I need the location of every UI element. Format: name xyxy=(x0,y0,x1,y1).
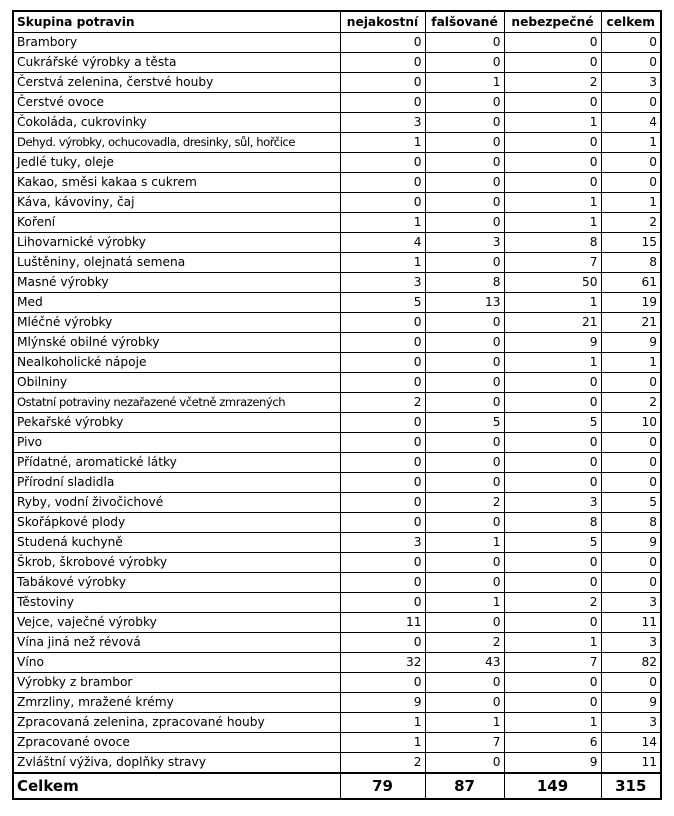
adulterated-cell: 0 xyxy=(425,573,504,593)
substandard-cell: 1 xyxy=(340,733,425,753)
substandard-cell: 1 xyxy=(340,213,425,233)
total-cell: 0 xyxy=(601,153,661,173)
total-cell: 3 xyxy=(601,593,661,613)
table-row xyxy=(13,713,661,733)
total-substandard: 79 xyxy=(340,773,425,799)
dangerous-cell: 0 xyxy=(504,393,601,413)
table-row xyxy=(13,573,661,593)
total-cell: 11 xyxy=(601,613,661,633)
table-row xyxy=(13,313,661,333)
table-row xyxy=(13,373,661,393)
table-row xyxy=(13,593,661,613)
food-group-cell: Výrobky z brambor xyxy=(13,673,340,693)
total-cell: 0 xyxy=(601,473,661,493)
dangerous-cell: 3 xyxy=(504,493,601,513)
substandard-cell: 0 xyxy=(340,173,425,193)
substandard-cell: 0 xyxy=(340,33,425,53)
food-group-cell: Zpracovaná zelenina, zpracované houby xyxy=(13,713,340,733)
header-food-group: Skupina potravin xyxy=(13,11,340,33)
food-inspection-table xyxy=(12,10,662,800)
dangerous-cell: 0 xyxy=(504,53,601,73)
total-cell: 0 xyxy=(601,553,661,573)
food-group-cell: Pivo xyxy=(13,433,340,453)
dangerous-cell: 0 xyxy=(504,173,601,193)
food-group-cell: Koření xyxy=(13,213,340,233)
substandard-cell: 32 xyxy=(340,653,425,673)
substandard-cell: 3 xyxy=(340,273,425,293)
dangerous-cell: 50 xyxy=(504,273,601,293)
substandard-cell: 5 xyxy=(340,293,425,313)
table-row xyxy=(13,213,661,233)
adulterated-cell: 0 xyxy=(425,693,504,713)
substandard-cell: 0 xyxy=(340,553,425,573)
food-group-cell: Masné výrobky xyxy=(13,273,340,293)
food-group-cell: Studená kuchyně xyxy=(13,533,340,553)
adulterated-cell: 7 xyxy=(425,733,504,753)
total-cell: 0 xyxy=(601,373,661,393)
dangerous-cell: 0 xyxy=(504,373,601,393)
total-label: Celkem xyxy=(13,773,340,799)
table-row xyxy=(13,73,661,93)
substandard-cell: 0 xyxy=(340,313,425,333)
dangerous-cell: 0 xyxy=(504,573,601,593)
substandard-cell: 0 xyxy=(340,573,425,593)
header-substandard: nejakostní xyxy=(340,11,425,33)
adulterated-cell: 1 xyxy=(425,593,504,613)
food-group-cell: Luštěniny, olejnatá semena xyxy=(13,253,340,273)
dangerous-cell: 5 xyxy=(504,413,601,433)
dangerous-cell: 1 xyxy=(504,633,601,653)
dangerous-cell: 1 xyxy=(504,213,601,233)
dangerous-cell: 21 xyxy=(504,313,601,333)
food-group-cell: Zmrzliny, mražené krémy xyxy=(13,693,340,713)
substandard-cell: 3 xyxy=(340,113,425,133)
adulterated-cell: 0 xyxy=(425,333,504,353)
dangerous-cell: 0 xyxy=(504,673,601,693)
total-cell: 0 xyxy=(601,53,661,73)
substandard-cell: 0 xyxy=(340,153,425,173)
dangerous-cell: 1 xyxy=(504,713,601,733)
substandard-cell: 2 xyxy=(340,753,425,774)
food-group-cell: Těstoviny xyxy=(13,593,340,613)
dangerous-cell: 7 xyxy=(504,653,601,673)
adulterated-cell: 13 xyxy=(425,293,504,313)
total-cell: 19 xyxy=(601,293,661,313)
substandard-cell: 2 xyxy=(340,393,425,413)
food-group-cell: Dehyd. výrobky, ochucovadla, dresinky, sůl, hořčice xyxy=(13,133,340,153)
total-cell: 0 xyxy=(601,453,661,473)
dangerous-cell: 0 xyxy=(504,433,601,453)
dangerous-cell: 2 xyxy=(504,593,601,613)
total-cell: 0 xyxy=(601,433,661,453)
table-row xyxy=(13,113,661,133)
table-row xyxy=(13,493,661,513)
adulterated-cell: 2 xyxy=(425,493,504,513)
dangerous-cell: 5 xyxy=(504,533,601,553)
food-group-cell: Zvláštní výživa, doplňky stravy xyxy=(13,753,340,774)
food-group-cell: Čerstvá zelenina, čerstvé houby xyxy=(13,73,340,93)
total-cell: 0 xyxy=(601,93,661,113)
dangerous-cell: 0 xyxy=(504,133,601,153)
table-row xyxy=(13,473,661,493)
total-cell: 15 xyxy=(601,233,661,253)
adulterated-cell: 0 xyxy=(425,93,504,113)
table-row xyxy=(13,33,661,53)
total-cell: 10 xyxy=(601,413,661,433)
total-cell: 82 xyxy=(601,653,661,673)
food-group-cell: Kakao, směsi kakaa s cukrem xyxy=(13,173,340,193)
adulterated-cell: 0 xyxy=(425,173,504,193)
adulterated-cell: 0 xyxy=(425,133,504,153)
dangerous-cell: 0 xyxy=(504,693,601,713)
header-adulterated: falšované xyxy=(425,11,504,33)
adulterated-cell: 1 xyxy=(425,73,504,93)
food-group-cell: Přírodní sladidla xyxy=(13,473,340,493)
total-row xyxy=(13,773,661,799)
table-header xyxy=(13,11,661,33)
table-row xyxy=(13,153,661,173)
dangerous-cell: 6 xyxy=(504,733,601,753)
dangerous-cell: 8 xyxy=(504,233,601,253)
substandard-cell: 3 xyxy=(340,533,425,553)
adulterated-cell: 0 xyxy=(425,473,504,493)
total-cell: 2 xyxy=(601,213,661,233)
substandard-cell: 0 xyxy=(340,333,425,353)
substandard-cell: 1 xyxy=(340,253,425,273)
food-group-cell: Ryby, vodní živočichové xyxy=(13,493,340,513)
adulterated-cell: 2 xyxy=(425,633,504,653)
adulterated-cell: 0 xyxy=(425,33,504,53)
adulterated-cell: 0 xyxy=(425,113,504,133)
food-group-cell: Mlýnské obilné výrobky xyxy=(13,333,340,353)
table-row xyxy=(13,513,661,533)
adulterated-cell: 0 xyxy=(425,193,504,213)
table-row xyxy=(13,173,661,193)
table-row xyxy=(13,753,661,774)
substandard-cell: 0 xyxy=(340,593,425,613)
food-group-cell: Obilniny xyxy=(13,373,340,393)
food-group-cell: Vejce, vaječné výrobky xyxy=(13,613,340,633)
table-row xyxy=(13,333,661,353)
dangerous-cell: 0 xyxy=(504,613,601,633)
adulterated-cell: 0 xyxy=(425,253,504,273)
dangerous-cell: 0 xyxy=(504,473,601,493)
table-row xyxy=(13,673,661,693)
food-group-cell: Ostatní potraviny nezařazené včetně zmrazených xyxy=(13,393,340,413)
total-cell: 8 xyxy=(601,253,661,273)
total-cell: 9 xyxy=(601,693,661,713)
substandard-cell: 0 xyxy=(340,633,425,653)
table-row xyxy=(13,53,661,73)
total-cell: 61 xyxy=(601,273,661,293)
total-adulterated: 87 xyxy=(425,773,504,799)
dangerous-cell: 1 xyxy=(504,113,601,133)
substandard-cell: 0 xyxy=(340,53,425,73)
total-cell: 0 xyxy=(601,33,661,53)
dangerous-cell: 9 xyxy=(504,333,601,353)
table-row xyxy=(13,93,661,113)
dangerous-cell: 8 xyxy=(504,513,601,533)
adulterated-cell: 0 xyxy=(425,373,504,393)
adulterated-cell: 3 xyxy=(425,233,504,253)
table-row xyxy=(13,393,661,413)
table-row xyxy=(13,353,661,373)
food-group-cell: Nealkoholické nápoje xyxy=(13,353,340,373)
total-cell: 0 xyxy=(601,573,661,593)
food-group-cell: Káva, kávoviny, čaj xyxy=(13,193,340,213)
adulterated-cell: 0 xyxy=(425,53,504,73)
food-group-cell: Skořápkové plody xyxy=(13,513,340,533)
substandard-cell: 9 xyxy=(340,693,425,713)
food-inspection-table-container xyxy=(12,10,662,800)
table-row xyxy=(13,233,661,253)
adulterated-cell: 0 xyxy=(425,753,504,774)
food-group-cell: Čerstvé ovoce xyxy=(13,93,340,113)
adulterated-cell: 8 xyxy=(425,273,504,293)
total-cell: 3 xyxy=(601,713,661,733)
adulterated-cell: 0 xyxy=(425,613,504,633)
table-row xyxy=(13,533,661,553)
table-row xyxy=(13,613,661,633)
adulterated-cell: 0 xyxy=(425,153,504,173)
total-cell: 1 xyxy=(601,193,661,213)
table-footer xyxy=(13,773,661,799)
food-group-cell: Med xyxy=(13,293,340,313)
food-group-cell: Mléčné výrobky xyxy=(13,313,340,333)
table-row xyxy=(13,733,661,753)
header-total: celkem xyxy=(601,11,661,33)
substandard-cell: 0 xyxy=(340,433,425,453)
dangerous-cell: 0 xyxy=(504,153,601,173)
substandard-cell: 0 xyxy=(340,493,425,513)
total-cell: 21 xyxy=(601,313,661,333)
dangerous-cell: 0 xyxy=(504,553,601,573)
dangerous-cell: 9 xyxy=(504,753,601,774)
food-group-cell: Brambory xyxy=(13,33,340,53)
dangerous-cell: 7 xyxy=(504,253,601,273)
table-row xyxy=(13,133,661,153)
food-group-cell: Pekařské výrobky xyxy=(13,413,340,433)
substandard-cell: 0 xyxy=(340,673,425,693)
substandard-cell: 0 xyxy=(340,353,425,373)
total-cell: 0 xyxy=(601,173,661,193)
adulterated-cell: 43 xyxy=(425,653,504,673)
food-group-cell: Přídatné, aromatické látky xyxy=(13,453,340,473)
substandard-cell: 0 xyxy=(340,473,425,493)
substandard-cell: 11 xyxy=(340,613,425,633)
total-overall: 315 xyxy=(601,773,661,799)
total-cell: 9 xyxy=(601,533,661,553)
header-dangerous: nebezpečné xyxy=(504,11,601,33)
food-group-cell: Zpracované ovoce xyxy=(13,733,340,753)
food-group-cell: Jedlé tuky, oleje xyxy=(13,153,340,173)
substandard-cell: 1 xyxy=(340,133,425,153)
adulterated-cell: 0 xyxy=(425,553,504,573)
adulterated-cell: 0 xyxy=(425,353,504,373)
total-cell: 9 xyxy=(601,333,661,353)
substandard-cell: 0 xyxy=(340,373,425,393)
dangerous-cell: 2 xyxy=(504,73,601,93)
total-cell: 3 xyxy=(601,73,661,93)
substandard-cell: 0 xyxy=(340,413,425,433)
table-row xyxy=(13,433,661,453)
total-dangerous: 149 xyxy=(504,773,601,799)
substandard-cell: 0 xyxy=(340,513,425,533)
adulterated-cell: 0 xyxy=(425,433,504,453)
adulterated-cell: 0 xyxy=(425,393,504,413)
total-cell: 5 xyxy=(601,493,661,513)
dangerous-cell: 1 xyxy=(504,353,601,373)
adulterated-cell: 5 xyxy=(425,413,504,433)
dangerous-cell: 0 xyxy=(504,93,601,113)
total-cell: 2 xyxy=(601,393,661,413)
adulterated-cell: 0 xyxy=(425,673,504,693)
total-cell: 4 xyxy=(601,113,661,133)
total-cell: 8 xyxy=(601,513,661,533)
header-row xyxy=(13,11,661,33)
total-cell: 1 xyxy=(601,133,661,153)
table-row xyxy=(13,273,661,293)
table-row xyxy=(13,413,661,433)
dangerous-cell: 1 xyxy=(504,193,601,213)
adulterated-cell: 0 xyxy=(425,453,504,473)
table-row xyxy=(13,293,661,313)
table-row xyxy=(13,553,661,573)
table-body xyxy=(13,33,661,774)
total-cell: 0 xyxy=(601,673,661,693)
total-cell: 3 xyxy=(601,633,661,653)
food-group-cell: Čokoláda, cukrovinky xyxy=(13,113,340,133)
total-cell: 14 xyxy=(601,733,661,753)
substandard-cell: 0 xyxy=(340,93,425,113)
food-group-cell: Vína jiná než révová xyxy=(13,633,340,653)
food-group-cell: Škrob, škrobové výrobky xyxy=(13,553,340,573)
adulterated-cell: 0 xyxy=(425,513,504,533)
substandard-cell: 0 xyxy=(340,453,425,473)
substandard-cell: 1 xyxy=(340,713,425,733)
food-group-cell: Tabákové výrobky xyxy=(13,573,340,593)
substandard-cell: 0 xyxy=(340,193,425,213)
table-row xyxy=(13,633,661,653)
total-cell: 1 xyxy=(601,353,661,373)
food-group-cell: Víno xyxy=(13,653,340,673)
total-cell: 11 xyxy=(601,753,661,774)
adulterated-cell: 1 xyxy=(425,713,504,733)
table-row xyxy=(13,193,661,213)
dangerous-cell: 0 xyxy=(504,33,601,53)
adulterated-cell: 1 xyxy=(425,533,504,553)
table-row xyxy=(13,653,661,673)
food-group-cell: Lihovarnické výrobky xyxy=(13,233,340,253)
table-row xyxy=(13,253,661,273)
adulterated-cell: 0 xyxy=(425,313,504,333)
dangerous-cell: 0 xyxy=(504,453,601,473)
adulterated-cell: 0 xyxy=(425,213,504,233)
table-row xyxy=(13,453,661,473)
substandard-cell: 4 xyxy=(340,233,425,253)
food-group-cell: Cukrářské výrobky a těsta xyxy=(13,53,340,73)
table-row xyxy=(13,693,661,713)
dangerous-cell: 1 xyxy=(504,293,601,313)
substandard-cell: 0 xyxy=(340,73,425,93)
